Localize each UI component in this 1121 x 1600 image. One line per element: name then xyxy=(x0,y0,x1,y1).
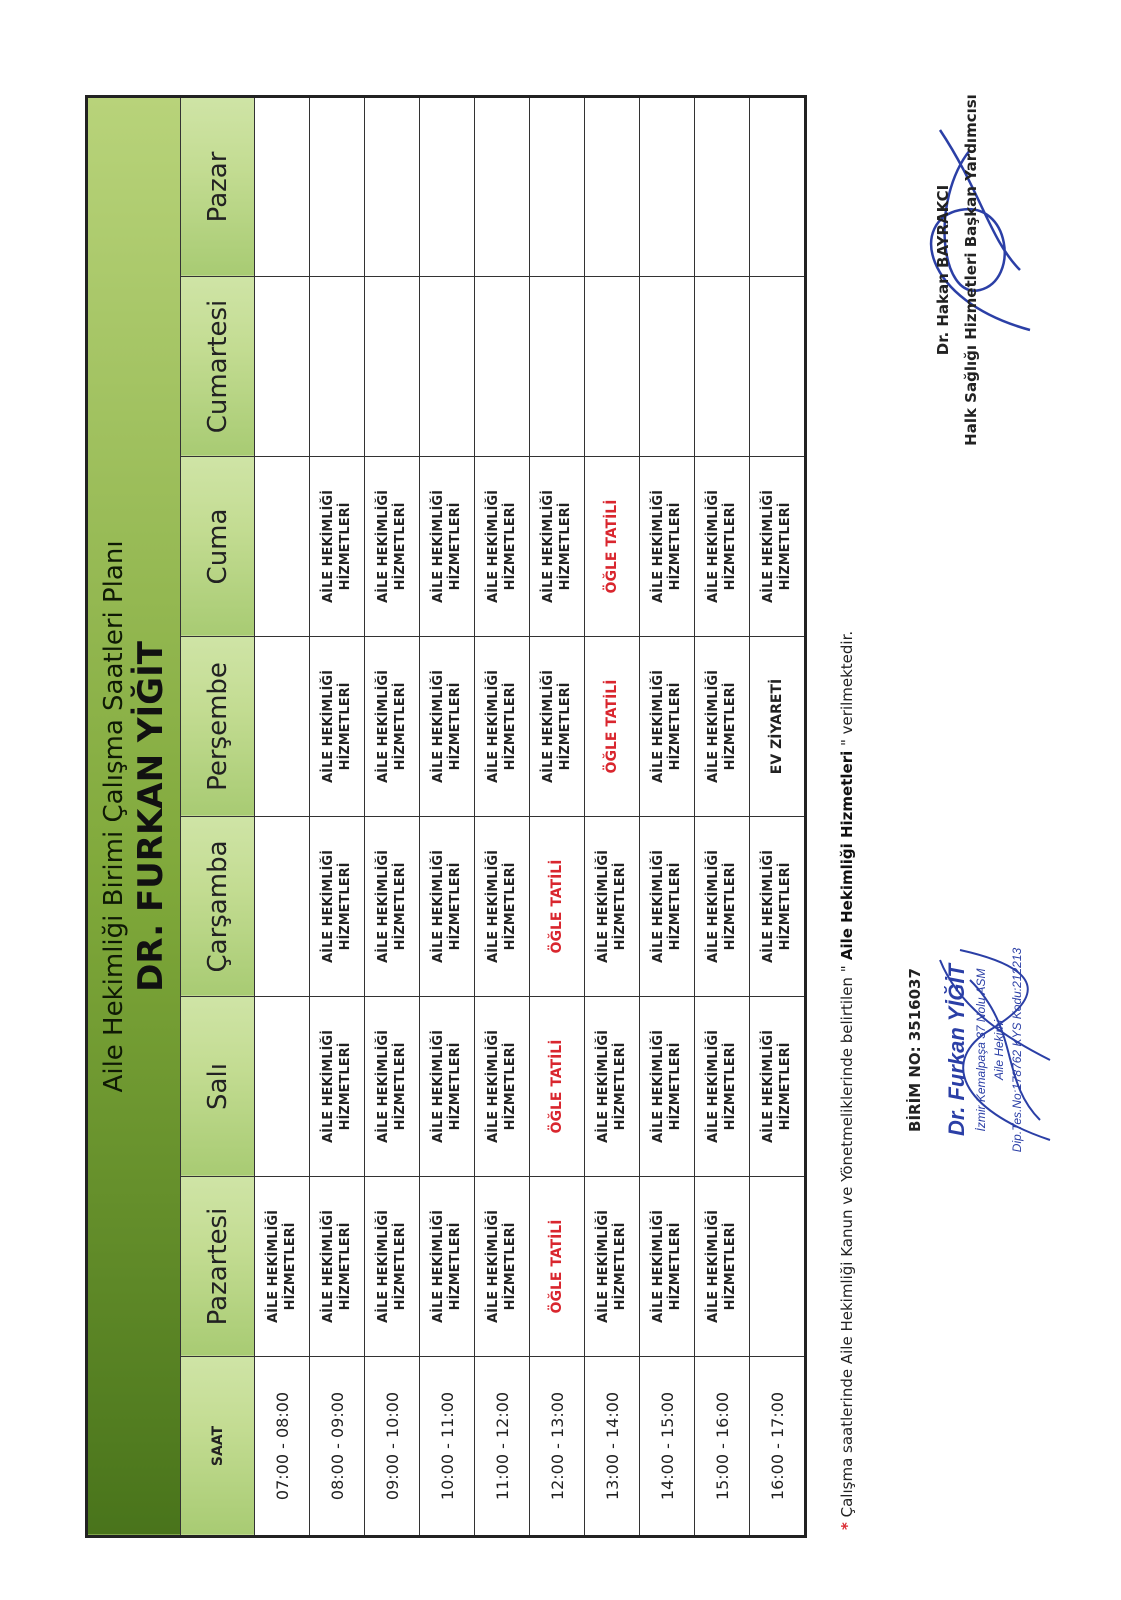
time-end: 16:00 xyxy=(712,1391,732,1439)
schedule-cell xyxy=(530,277,585,457)
service-label-line2: HİZMETLERİ xyxy=(338,1222,353,1311)
time-start: 14:00 xyxy=(657,1453,677,1501)
schedule-cell xyxy=(420,817,475,997)
schedule-cell xyxy=(530,96,585,276)
service-label-line2: HİZMETLERİ xyxy=(338,1042,353,1131)
schedule-cell xyxy=(585,277,640,457)
approver-title: Halk Sağlığı Hizmetleri Başkan Yardımcısı xyxy=(962,94,980,446)
time-start: 09:00 xyxy=(382,1453,402,1501)
service-label-line1: AİLE HEKİMLİĞİ xyxy=(761,1030,776,1143)
service-label-line2: HİZMETLERİ xyxy=(503,502,518,591)
service-label-line1: AİLE HEKİMLİĞİ xyxy=(431,850,446,963)
time-separator: - xyxy=(272,1438,292,1454)
time-separator: - xyxy=(767,1438,787,1454)
service-label-line1: AİLE HEKİMLİĞİ xyxy=(541,490,556,603)
schedule-cell xyxy=(585,817,640,997)
schedule-cell xyxy=(530,457,585,637)
day-header: Pazar xyxy=(181,96,255,276)
schedule-cell xyxy=(255,1177,310,1357)
service-label-line2: HİZMETLERİ xyxy=(613,862,628,951)
service-label-line1: AİLE HEKİMLİĞİ xyxy=(706,1030,721,1143)
service-label-line1: AİLE HEKİMLİĞİ xyxy=(596,850,611,963)
lunch-break-label: ÖĞLE TATİLİ xyxy=(549,1219,565,1314)
service-label-line2: HİZMETLERİ xyxy=(778,1042,793,1131)
schedule-cell xyxy=(365,997,420,1177)
time-separator: - xyxy=(492,1438,512,1454)
time-slot xyxy=(750,1357,806,1537)
time-end: 09:00 xyxy=(327,1391,347,1439)
time-start: 07:00 xyxy=(272,1453,292,1501)
service-label-line1: AİLE HEKİMLİĞİ xyxy=(706,490,721,603)
schedule-cell xyxy=(750,637,806,817)
service-label-line2: HİZMETLERİ xyxy=(283,1222,298,1311)
schedule-table xyxy=(85,95,807,1538)
day-header: Pazartesi xyxy=(181,1177,255,1357)
schedule-cell xyxy=(750,997,806,1177)
service-label-line1: AİLE HEKİMLİĞİ xyxy=(376,490,391,603)
schedule-cell xyxy=(640,96,695,276)
service-label-line1: AİLE HEKİMLİĞİ xyxy=(541,670,556,783)
service-label-line1: AİLE HEKİMLİĞİ xyxy=(486,670,501,783)
footnote-star: * xyxy=(838,1522,856,1530)
time-end: 11:00 xyxy=(437,1391,457,1439)
day-header: Perşembe xyxy=(181,637,255,817)
schedule-cell xyxy=(475,96,530,276)
schedule-cell xyxy=(530,1177,585,1357)
schedule-row xyxy=(695,96,750,1536)
schedule-cell xyxy=(365,1177,420,1357)
schedule-cell xyxy=(475,997,530,1177)
service-label-line2: HİZMETLERİ xyxy=(503,1222,518,1311)
schedule-cell xyxy=(530,997,585,1177)
service-label-line1: AİLE HEKİMLİĞİ xyxy=(376,670,391,783)
time-start: 16:00 xyxy=(767,1453,787,1501)
schedule-cell xyxy=(420,1177,475,1357)
schedule-cell xyxy=(640,277,695,457)
time-slot xyxy=(640,1357,695,1537)
home-visit-label: EV ZİYARETİ xyxy=(769,678,785,775)
service-label-line2: HİZMETLERİ xyxy=(503,1042,518,1131)
service-label-line1: AİLE HEKİMLİĞİ xyxy=(761,850,776,963)
schedule-cell xyxy=(640,637,695,817)
time-slot xyxy=(530,1357,585,1537)
header-row xyxy=(181,96,255,1536)
service-label-line2: HİZMETLERİ xyxy=(723,1222,738,1311)
schedule-cell xyxy=(475,1177,530,1357)
schedule-cell xyxy=(640,997,695,1177)
service-label-line1: AİLE HEKİMLİĞİ xyxy=(266,1210,281,1323)
doctor-name: DR. FURKAN YİĞİT xyxy=(131,641,171,992)
time-start: 08:00 xyxy=(327,1453,347,1501)
service-label-line2: HİZMETLERİ xyxy=(503,682,518,771)
title-row xyxy=(87,96,181,1536)
service-label-line2: HİZMETLERİ xyxy=(393,1042,408,1131)
time-slot xyxy=(420,1357,475,1537)
service-label-line1: AİLE HEKİMLİĞİ xyxy=(376,1030,391,1143)
approver-block xyxy=(900,90,1040,450)
time-end: 12:00 xyxy=(492,1391,512,1439)
schedule-cell xyxy=(365,817,420,997)
schedule-cell xyxy=(365,96,420,276)
schedule-row xyxy=(420,96,475,1536)
schedule-cell xyxy=(255,457,310,637)
service-label-line1: AİLE HEKİMLİĞİ xyxy=(321,850,336,963)
footnote-bold-text: Aile Hekimliği Hizmetleri xyxy=(838,750,856,966)
schedule-cell xyxy=(530,817,585,997)
schedule-cell xyxy=(310,96,365,276)
title-cell xyxy=(87,96,181,1536)
schedule-cell xyxy=(475,277,530,457)
footnote-end-text: " verilmektedir. xyxy=(838,630,856,751)
schedule-cell xyxy=(585,457,640,637)
service-label-line2: HİZMETLERİ xyxy=(558,502,573,591)
schedule-cell xyxy=(695,997,750,1177)
time-slot xyxy=(695,1357,750,1537)
schedule-cell xyxy=(750,96,806,276)
schedule-cell xyxy=(420,457,475,637)
time-separator: - xyxy=(437,1438,457,1454)
service-label-line1: AİLE HEKİMLİĞİ xyxy=(596,1210,611,1323)
service-label-line1: AİLE HEKİMLİĞİ xyxy=(431,1210,446,1323)
schedule-cell xyxy=(310,457,365,637)
service-label-line2: HİZMETLERİ xyxy=(448,862,463,951)
stamp-clinic: İzmir Kemalpaşa 37 Nolu ASM xyxy=(974,968,988,1132)
service-label-line2: HİZMETLERİ xyxy=(448,1222,463,1311)
schedule-cell xyxy=(255,96,310,276)
service-label-line2: HİZMETLERİ xyxy=(338,502,353,591)
schedule-cell xyxy=(365,277,420,457)
time-start: 11:00 xyxy=(492,1453,512,1501)
unit-stamp xyxy=(900,920,1060,1180)
time-end: 08:00 xyxy=(272,1391,292,1439)
service-label-line2: HİZMETLERİ xyxy=(778,502,793,591)
service-label-line1: AİLE HEKİMLİĞİ xyxy=(321,670,336,783)
service-label-line2: HİZMETLERİ xyxy=(448,502,463,591)
schedule-cell xyxy=(255,277,310,457)
time-start: 10:00 xyxy=(437,1453,457,1501)
schedule-cell xyxy=(365,637,420,817)
service-label-line1: AİLE HEKİMLİĞİ xyxy=(761,490,776,603)
time-separator: - xyxy=(547,1438,567,1454)
service-label-line2: HİZMETLERİ xyxy=(668,1042,683,1131)
schedule-cell xyxy=(255,817,310,997)
service-label-line1: AİLE HEKİMLİĞİ xyxy=(321,1210,336,1323)
schedule-cell xyxy=(310,817,365,997)
time-slot xyxy=(585,1357,640,1537)
service-label-line1: AİLE HEKİMLİĞİ xyxy=(486,1210,501,1323)
stamp-role: Aile Hekimi xyxy=(992,1020,1006,1081)
schedule-row xyxy=(640,96,695,1536)
service-label-line2: HİZMETLERİ xyxy=(668,682,683,771)
schedule-cell xyxy=(750,457,806,637)
schedule-row xyxy=(310,96,365,1536)
schedule-cell xyxy=(585,637,640,817)
service-label-line1: AİLE HEKİMLİĞİ xyxy=(651,670,666,783)
lunch-break-label: ÖĞLE TATİLİ xyxy=(604,499,620,594)
schedule-cell xyxy=(420,637,475,817)
service-label-line2: HİZMETLERİ xyxy=(723,1042,738,1131)
time-slot xyxy=(365,1357,420,1537)
schedule-row xyxy=(530,96,585,1536)
schedule-cell xyxy=(420,997,475,1177)
time-end: 15:00 xyxy=(657,1391,677,1439)
schedule-cell xyxy=(695,457,750,637)
time-start: 15:00 xyxy=(712,1453,732,1501)
schedule-cell xyxy=(420,96,475,276)
time-separator: - xyxy=(657,1438,677,1454)
schedule-cell xyxy=(310,277,365,457)
schedule-row xyxy=(750,96,806,1536)
time-start: 13:00 xyxy=(602,1453,622,1501)
service-label-line2: HİZMETLERİ xyxy=(393,502,408,591)
service-label-line1: AİLE HEKİMLİĞİ xyxy=(706,1210,721,1323)
schedule-cell xyxy=(695,1177,750,1357)
schedule-cell xyxy=(475,637,530,817)
time-separator: - xyxy=(712,1438,732,1454)
schedule-cell xyxy=(310,997,365,1177)
time-separator: - xyxy=(602,1438,622,1454)
schedule-row xyxy=(585,96,640,1536)
schedule-cell xyxy=(585,96,640,276)
day-header: Salı xyxy=(181,997,255,1177)
schedule-cell xyxy=(475,457,530,637)
doctor-signature-icon xyxy=(900,920,1060,1180)
time-end: 13:00 xyxy=(547,1391,567,1439)
schedule-body xyxy=(255,96,806,1536)
service-label-line1: AİLE HEKİMLİĞİ xyxy=(706,850,721,963)
service-label-line1: AİLE HEKİMLİĞİ xyxy=(651,490,666,603)
service-label-line1: AİLE HEKİMLİĞİ xyxy=(651,1210,666,1323)
time-end: 10:00 xyxy=(382,1391,402,1439)
unit-number: BİRİM NO: 3516037 xyxy=(906,968,924,1132)
schedule-cell xyxy=(750,277,806,457)
service-label-line1: AİLE HEKİMLİĞİ xyxy=(431,1030,446,1143)
lunch-break-label: ÖĞLE TATİLİ xyxy=(604,679,620,774)
service-label-line2: HİZMETLERİ xyxy=(393,682,408,771)
time-separator: - xyxy=(327,1438,347,1454)
service-label-line1: AİLE HEKİMLİĞİ xyxy=(706,670,721,783)
schedule-cell xyxy=(750,1177,806,1357)
schedule-cell xyxy=(310,637,365,817)
time-start: 12:00 xyxy=(547,1453,567,1501)
schedule-cell xyxy=(695,817,750,997)
schedule-cell xyxy=(255,637,310,817)
service-label-line2: HİZMETLERİ xyxy=(613,1222,628,1311)
schedule-row xyxy=(365,96,420,1536)
schedule-row xyxy=(255,96,310,1536)
service-label-line2: HİZMETLERİ xyxy=(668,1222,683,1311)
service-label-line1: AİLE HEKİMLİĞİ xyxy=(431,490,446,603)
schedule-cell xyxy=(695,637,750,817)
time-slot xyxy=(255,1357,310,1537)
service-label-line1: AİLE HEKİMLİĞİ xyxy=(376,850,391,963)
time-column-header: SAAT xyxy=(181,1357,255,1537)
service-label-line2: HİZMETLERİ xyxy=(338,682,353,771)
schedule-cell xyxy=(640,1177,695,1357)
service-label-line1: AİLE HEKİMLİĞİ xyxy=(321,490,336,603)
service-label-line2: HİZMETLERİ xyxy=(723,502,738,591)
service-label-line1: AİLE HEKİMLİĞİ xyxy=(486,490,501,603)
schedule-cell xyxy=(310,1177,365,1357)
service-label-line1: AİLE HEKİMLİĞİ xyxy=(651,850,666,963)
service-label-line2: HİZMETLERİ xyxy=(668,862,683,951)
schedule-cell xyxy=(585,1177,640,1357)
service-label-line2: HİZMETLERİ xyxy=(613,1042,628,1131)
schedule-cell xyxy=(640,817,695,997)
service-label-line2: HİZMETLERİ xyxy=(668,502,683,591)
time-separator: - xyxy=(382,1438,402,1454)
schedule-cell xyxy=(475,817,530,997)
day-header: Çarşamba xyxy=(181,817,255,997)
service-label-line1: AİLE HEKİMLİĞİ xyxy=(486,850,501,963)
lunch-break-label: ÖĞLE TATİLİ xyxy=(549,1039,565,1134)
service-label-line2: HİZMETLERİ xyxy=(503,862,518,951)
approver-name: Dr. Hakan BAYRAKCI xyxy=(934,184,952,356)
lunch-break-label: ÖĞLE TATİLİ xyxy=(549,859,565,954)
schedule-cell xyxy=(695,277,750,457)
schedule-cell xyxy=(695,96,750,276)
service-label-line2: HİZMETLERİ xyxy=(338,862,353,951)
schedule-cell xyxy=(640,457,695,637)
service-label-line1: AİLE HEKİMLİĞİ xyxy=(651,1030,666,1143)
service-label-line2: HİZMETLERİ xyxy=(448,1042,463,1131)
service-label-line2: HİZMETLERİ xyxy=(448,682,463,771)
schedule-cell xyxy=(585,997,640,1177)
service-label-line2: HİZMETLERİ xyxy=(723,682,738,771)
service-label-line2: HİZMETLERİ xyxy=(723,862,738,951)
schedule-cell xyxy=(420,277,475,457)
stamp-registry: Dip.Tes.No:178762 KYS Kodu:212213 xyxy=(1010,947,1024,1153)
footnote xyxy=(838,130,856,1530)
time-slot xyxy=(310,1357,365,1537)
time-end: 17:00 xyxy=(767,1391,787,1439)
service-label-line1: AİLE HEKİMLİĞİ xyxy=(486,1030,501,1143)
service-label-line1: AİLE HEKİMLİĞİ xyxy=(321,1030,336,1143)
service-label-line1: AİLE HEKİMLİĞİ xyxy=(431,670,446,783)
service-label-line2: HİZMETLERİ xyxy=(558,682,573,771)
schedule-row xyxy=(475,96,530,1536)
footnote-text: Çalışma saatlerinde Aile Hekimliği Kanun ve Yönetmeliklerinde belirtilen " xyxy=(838,965,856,1518)
service-label-line2: HİZMETLERİ xyxy=(778,862,793,951)
document-title: Aile Hekimliği Birimi Çalışma Saatleri Planı xyxy=(99,540,129,1093)
schedule-cell xyxy=(530,637,585,817)
service-label-line2: HİZMETLERİ xyxy=(393,1222,408,1311)
schedule-cell xyxy=(255,997,310,1177)
service-label-line1: AİLE HEKİMLİĞİ xyxy=(596,1030,611,1143)
stamp-doctor-name: Dr. Furkan YİĞİT xyxy=(944,964,969,1136)
day-header: Cumartesi xyxy=(181,277,255,457)
time-slot xyxy=(475,1357,530,1537)
schedule-cell xyxy=(365,457,420,637)
service-label-line2: HİZMETLERİ xyxy=(393,862,408,951)
day-header: Cuma xyxy=(181,457,255,637)
service-label-line1: AİLE HEKİMLİĞİ xyxy=(376,1210,391,1323)
time-end: 14:00 xyxy=(602,1391,622,1439)
schedule-cell xyxy=(750,817,806,997)
